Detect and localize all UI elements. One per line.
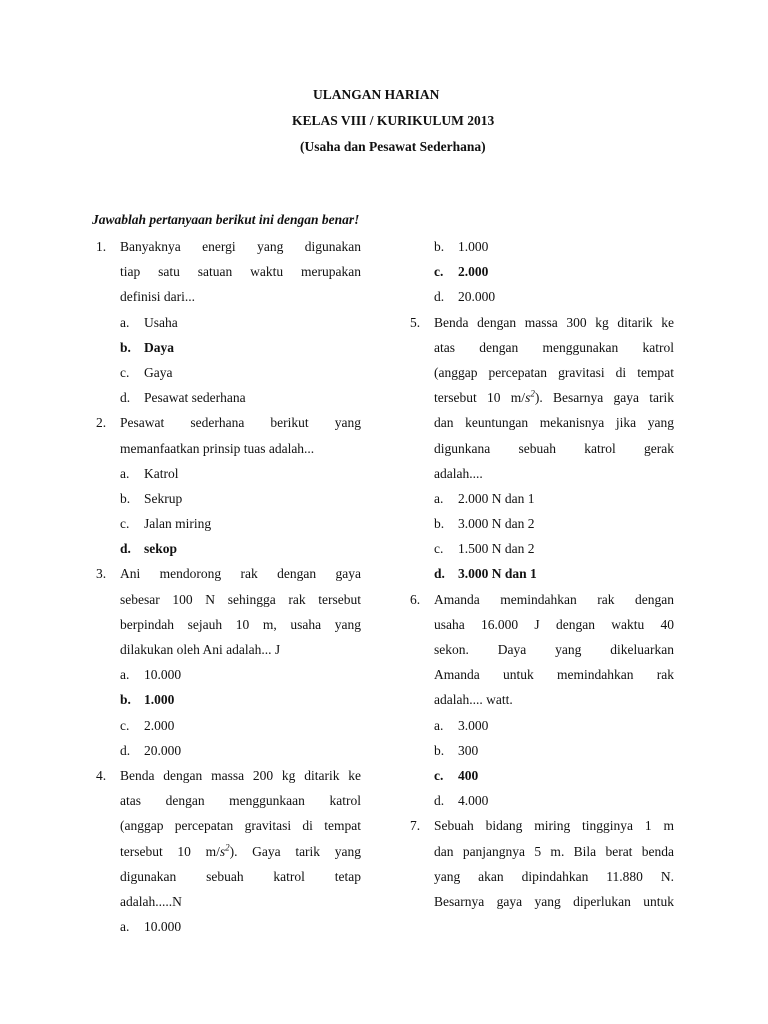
option-letter: a. (120, 465, 130, 481)
option-correct (96, 536, 361, 561)
question-5 (410, 310, 674, 335)
question-text: dan panjangnya 5 m. Bila berat benda (434, 843, 674, 859)
question-text: atas dengan menggunakan katrol (434, 339, 674, 355)
question-6 (410, 587, 674, 612)
option-letter: a. (120, 667, 130, 683)
option-text: Daya (144, 339, 174, 355)
option-letter: b. (120, 692, 131, 708)
question-text: Benda dengan massa 200 kg ditarik ke (120, 767, 361, 783)
option-text: 300 (458, 742, 479, 758)
question-text: Amanda memindahkan rak dengan (434, 591, 674, 607)
option-text: 10.000 (144, 919, 182, 935)
question-text: usaha 16.000 J dengan waktu 40 (434, 616, 674, 632)
option (96, 713, 361, 738)
question-text: adalah.....N (120, 893, 182, 909)
unit-symbol: s (525, 390, 531, 406)
option (96, 662, 361, 687)
text-fragment: tersebut 10 m/ (120, 843, 220, 859)
question-text (434, 385, 674, 410)
option-letter: d. (434, 289, 445, 305)
unit-symbol: s (219, 843, 226, 859)
option-letter: c. (120, 717, 130, 733)
option-letter: b. (120, 339, 131, 355)
option (96, 461, 361, 486)
option (96, 511, 361, 536)
option (410, 738, 674, 763)
question-text: sekon. Daya yang dikeluarkan (434, 642, 674, 657)
option-letter: d. (120, 742, 131, 758)
option-text: Gaya (144, 364, 173, 380)
text-fragment: tersebut 10 m/ (434, 390, 526, 406)
question-4 (96, 763, 361, 788)
question-number: 7. (410, 818, 421, 834)
question-text: sebesar 100 N sehingga rak tersebut (120, 591, 361, 607)
option-letter: a. (434, 717, 444, 733)
question-number: 1. (96, 239, 107, 254)
option (410, 713, 674, 738)
option-text: 3.000 N dan 2 (458, 516, 535, 532)
option-letter: c. (434, 541, 444, 557)
question-text: (anggap percepatan gravitasi di tempat (120, 818, 361, 834)
question-number: 3. (96, 566, 107, 582)
question-number: 4. (96, 767, 107, 783)
question-text: dan keuntungan mekanisnya jika yang (434, 415, 674, 431)
question-text: adalah.... watt. (434, 692, 513, 708)
right-column (410, 234, 674, 914)
question-7 (410, 813, 674, 838)
question-text: digunakan sebuah katrol tetap (120, 868, 361, 884)
left-column (96, 234, 361, 939)
option (96, 385, 361, 410)
option (410, 788, 674, 813)
option-correct (410, 561, 674, 586)
question-text: Benda dengan massa 300 kg ditarik ke (434, 314, 674, 330)
option-letter: a. (120, 919, 130, 935)
question-text (120, 839, 361, 864)
option-text: 20.000 (458, 289, 496, 305)
text-fragment: ). Gaya tarik yang (229, 843, 361, 859)
option (410, 511, 674, 536)
option-text: 4.000 (458, 793, 489, 809)
question-3 (96, 561, 361, 586)
title-heading: ULANGAN HARIAN (313, 87, 440, 102)
option-letter: d. (120, 390, 131, 406)
option (410, 536, 674, 561)
option-text: Sekrup (144, 490, 183, 506)
option-correct (96, 687, 361, 712)
option-text: 10.000 (144, 667, 182, 683)
option-letter: d. (120, 541, 131, 557)
option-letter: b. (434, 742, 445, 758)
option (410, 234, 674, 259)
exponent: 2 (530, 388, 535, 399)
option-letter: b. (434, 239, 445, 254)
option-correct (410, 763, 674, 788)
option-text: Katrol (144, 465, 179, 481)
text-fragment: ). Besarnya gaya tarik (534, 390, 674, 406)
option-text: 2.000 N dan 1 (458, 490, 535, 506)
question-text: memanfaatkan prinsip tuas adalah... (120, 440, 315, 456)
option-text: 400 (458, 767, 479, 783)
question-2 (96, 410, 361, 435)
option-text: 1.000 (144, 692, 175, 708)
question-text: berpindah sejauh 10 m, usaha yang (120, 616, 361, 632)
option-text: 1.500 N dan 2 (458, 541, 535, 557)
question-text: definisi dari... (120, 289, 195, 305)
instruction: Jawablah pertanyaan berikut ini dengan benar! (92, 212, 360, 227)
option-letter: b. (434, 516, 445, 532)
option-correct (96, 335, 361, 360)
option-letter: d. (434, 793, 445, 809)
option-letter: b. (120, 490, 131, 506)
question-text: Ani mendorong rak dengan gaya (120, 566, 361, 582)
option-text: 3.000 (458, 717, 489, 733)
option-letter: c. (120, 364, 130, 380)
option-text: Usaha (144, 314, 178, 330)
option (96, 310, 361, 335)
question-text: Besarnya gaya yang diperlukan untuk (434, 893, 674, 909)
question-text: Banyaknya energi yang digunakan (120, 239, 361, 254)
option (96, 486, 361, 511)
question-text: Pesawat sederhana berikut yang (120, 415, 361, 431)
question-text: Sebuah bidang miring tingginya 1 m (434, 818, 674, 834)
option-text: 3.000 N dan 1 (458, 566, 537, 582)
option (410, 284, 674, 309)
question-1 (96, 234, 361, 259)
option-text: 20.000 (144, 742, 182, 758)
option-correct (410, 259, 674, 284)
option-text: 2.000 (144, 717, 175, 733)
class-heading: KELAS VIII / KURIKULUM 2013 (292, 113, 495, 128)
option-text: Jalan miring (144, 516, 212, 532)
question-text: digunkana sebuah katrol gerak (434, 440, 674, 456)
option-text: 2.000 (458, 264, 489, 280)
topic-heading: (Usaha dan Pesawat Sederhana) (300, 139, 486, 154)
question-text: (anggap percepatan gravitasi di tempat (434, 364, 674, 380)
option-letter: c. (120, 516, 130, 532)
question-text: dilakukan oleh Ani adalah... J (120, 642, 281, 657)
option-text: Pesawat sederhana (144, 390, 246, 406)
option-letter: a. (120, 314, 130, 330)
option-letter: a. (434, 490, 444, 506)
question-text: Amanda untuk memindahkan rak (434, 667, 674, 683)
question-text: atas dengan menggunkaan katrol (120, 793, 361, 809)
question-number: 5. (410, 314, 421, 330)
option (96, 914, 361, 939)
option-text: sekop (144, 541, 178, 557)
question-text: yang akan dipindahkan 11.880 N. (434, 868, 674, 884)
question-text: adalah.... (434, 465, 483, 481)
option-letter: d. (434, 566, 445, 582)
option-letter: c. (434, 264, 444, 280)
option (96, 360, 361, 385)
question-number: 6. (410, 591, 421, 607)
question-number: 2. (96, 415, 107, 431)
option-text: 1.000 (458, 239, 489, 254)
question-text: tiap satu satuan waktu merupakan (120, 264, 361, 280)
option (96, 738, 361, 763)
option (410, 486, 674, 511)
exponent: 2 (225, 842, 230, 852)
option-letter: c. (434, 767, 444, 783)
